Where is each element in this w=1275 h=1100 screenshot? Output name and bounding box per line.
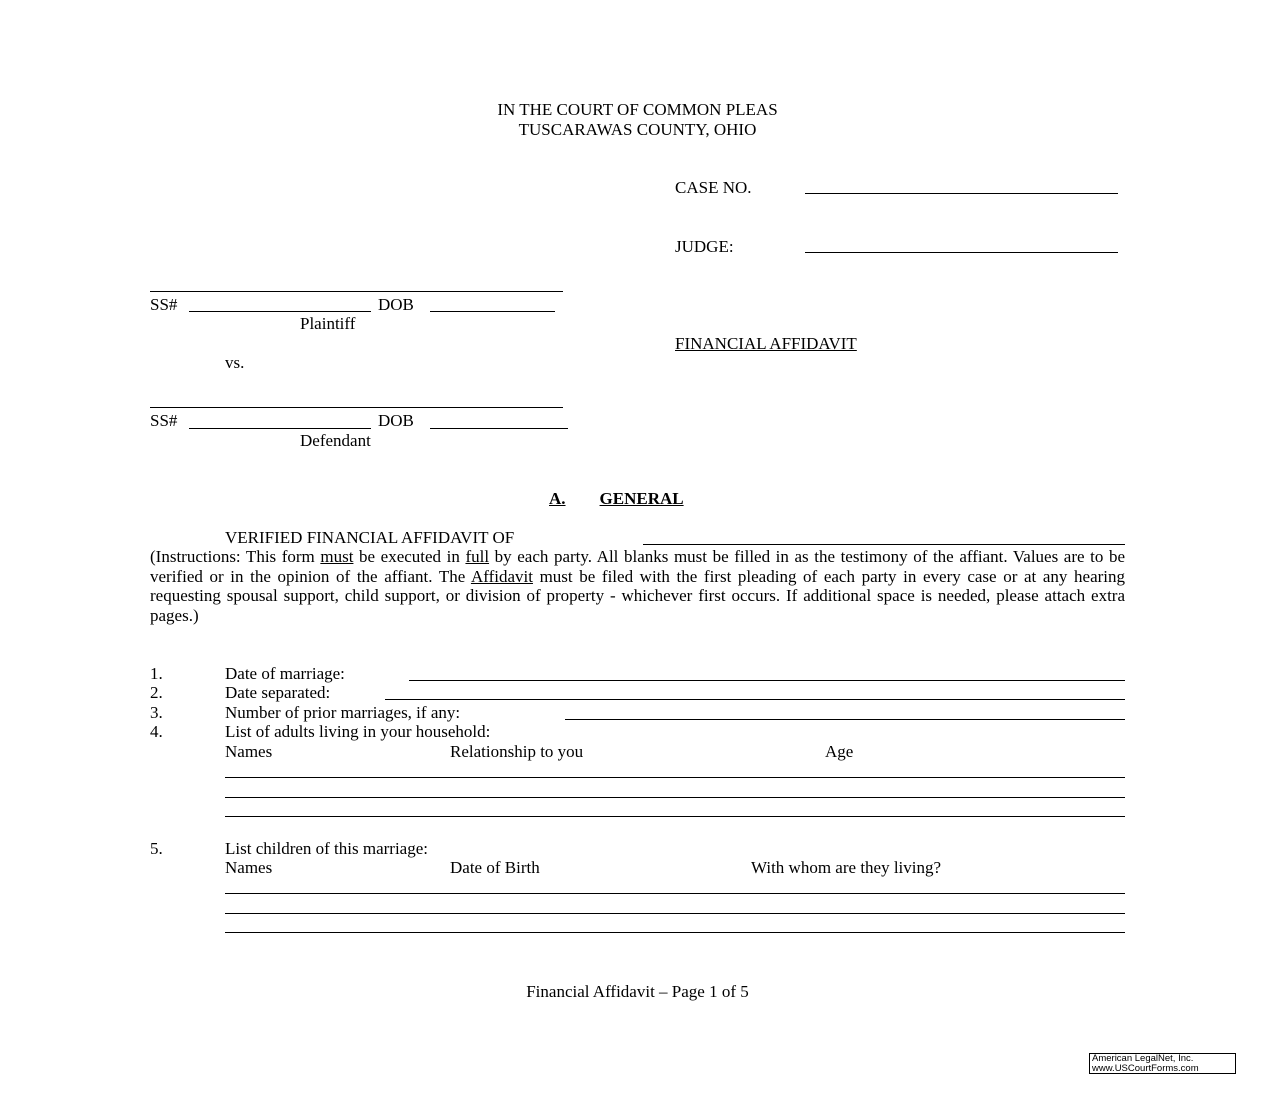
item-label-date-separated: Date separated: <box>225 683 331 702</box>
adults-header-age: Age <box>825 742 854 761</box>
children-line-3[interactable] <box>225 932 1125 933</box>
plaintiff-ss-field[interactable] <box>189 311 371 312</box>
plaintiff-dob-label: DOB <box>378 295 414 314</box>
case-no-field[interactable] <box>805 193 1118 194</box>
publisher-badge <box>1089 1053 1236 1074</box>
item-number: 1. <box>150 664 163 683</box>
plaintiff-ss-label: SS# <box>150 295 178 314</box>
section-title: GENERAL <box>599 489 684 508</box>
document-title: FINANCIAL AFFIDAVIT <box>675 334 857 353</box>
children-line-1[interactable] <box>225 893 1125 894</box>
children-line-2[interactable] <box>225 913 1125 914</box>
court-county: TUSCARAWAS COUNTY, OHIO <box>518 120 757 139</box>
instructions-full: full <box>465 547 490 566</box>
children-header-names: Names <box>225 858 273 877</box>
prior-marriages-field[interactable] <box>565 719 1125 720</box>
item-number: 5. <box>150 839 163 858</box>
plaintiff-name-field[interactable] <box>150 291 563 292</box>
case-no-label: CASE NO. <box>675 178 752 197</box>
defendant-dob-label: DOB <box>378 411 414 430</box>
instructions-must: must <box>320 547 354 566</box>
plaintiff-dob-field[interactable] <box>430 311 555 312</box>
children-header-dob: Date of Birth <box>450 858 540 877</box>
item-number: 4. <box>150 722 163 741</box>
vs-label: vs. <box>225 353 245 372</box>
defendant-ss-field[interactable] <box>189 428 371 429</box>
children-header-living-with: With whom are they living? <box>751 858 942 877</box>
judge-label: JUDGE: <box>675 237 734 256</box>
adults-header-names: Names <box>225 742 273 761</box>
page-footer: Financial Affidavit – Page 1 of 5 <box>526 982 749 1001</box>
section-heading <box>549 489 684 509</box>
section-number: A. <box>549 489 566 508</box>
judge-field[interactable] <box>805 252 1118 253</box>
item-label-prior-marriages: Number of prior marriages, if any: <box>225 703 461 722</box>
adults-line-2[interactable] <box>225 797 1125 798</box>
adults-line-3[interactable] <box>225 816 1125 817</box>
defendant-name-field[interactable] <box>150 407 563 408</box>
court-name: IN THE COURT OF COMMON PLEAS <box>497 100 778 119</box>
instructions-text-3: by each party. All blanks must be filled in as the testimony of the affiant. Values are to be verified or in the opinion of the affiant. The <box>150 547 1125 586</box>
item-number: 2. <box>150 683 163 702</box>
item-label-children: List children of this marriage: <box>225 839 428 858</box>
date-of-marriage-field[interactable] <box>409 680 1125 681</box>
defendant-ss-label: SS# <box>150 411 178 430</box>
instructions-affidavit: Affidavit <box>470 566 533 586</box>
affiant-name-field[interactable] <box>643 544 1125 545</box>
date-separated-field[interactable] <box>385 699 1125 700</box>
verified-label: VERIFIED FINANCIAL AFFIDAVIT OF <box>225 528 515 547</box>
adults-header-relationship: Relationship to you <box>450 742 584 761</box>
publisher-name: American LegalNet, Inc. <box>1092 1053 1194 1064</box>
adults-line-1[interactable] <box>225 777 1125 778</box>
instructions-paragraph <box>150 547 1125 625</box>
item-label-adults-household: List of adults living in your household: <box>225 722 491 741</box>
instructions-text-4: must be filed with the first pleading of each party in every case or at any hearing requesting spousal support, child support, or division of property - whichever first occurs. If additional space is needed, please attach extra pages.) <box>150 566 1126 625</box>
item-label-date-of-marriage: Date of marriage: <box>225 664 345 683</box>
instructions-text-1: (Instructions: This form <box>150 547 321 566</box>
item-number: 3. <box>150 703 163 722</box>
plaintiff-label: Plaintiff <box>300 314 356 333</box>
defendant-label: Defendant <box>300 431 371 450</box>
publisher-url: www.USCourtForms.com <box>1092 1063 1199 1074</box>
instructions-text-2: be executed in <box>353 547 466 566</box>
defendant-dob-field[interactable] <box>430 428 568 429</box>
